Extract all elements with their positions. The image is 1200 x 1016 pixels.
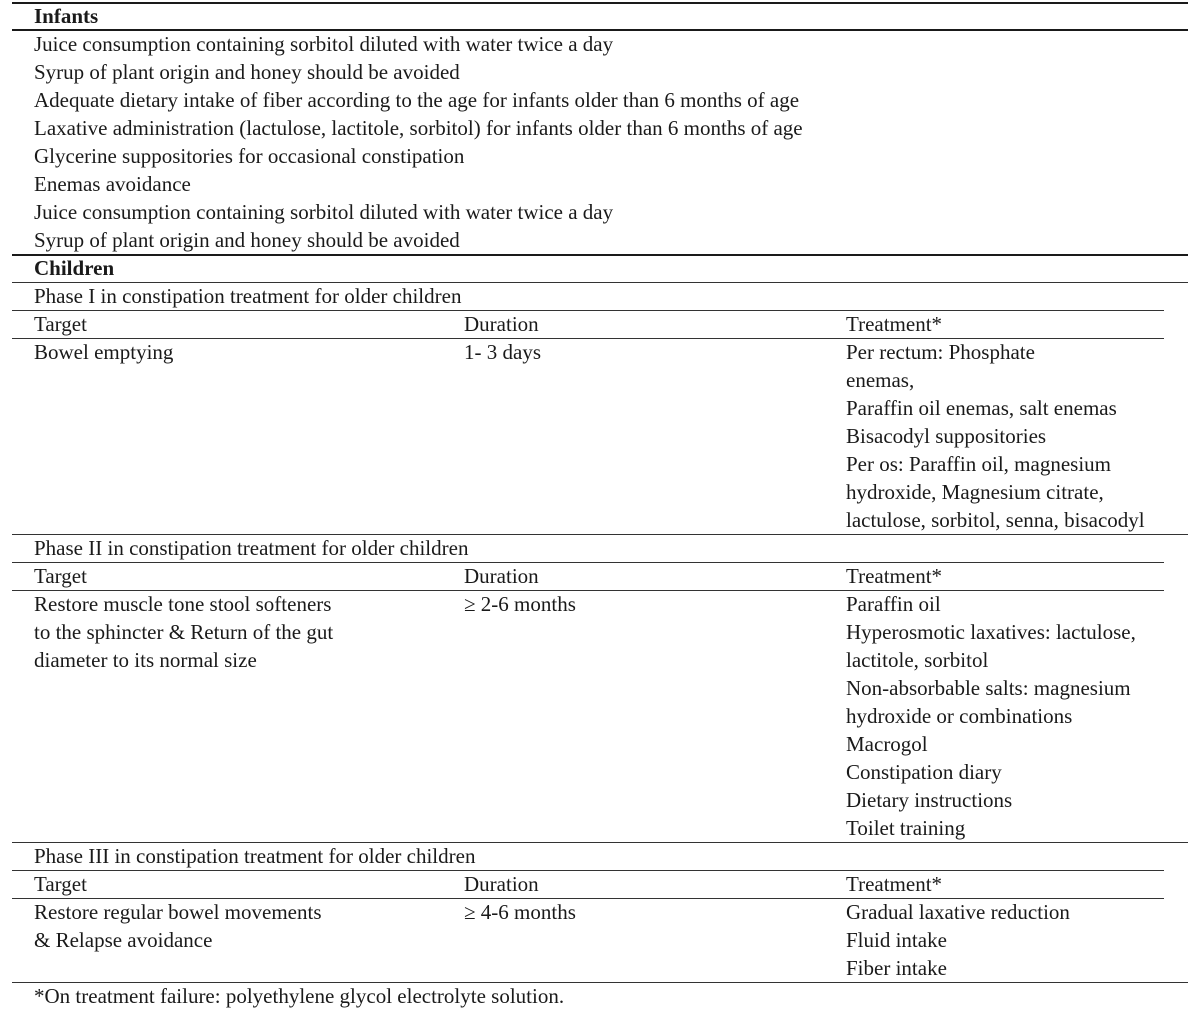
phase2-title: Phase II in constipation treatment for older children xyxy=(34,536,469,560)
phase2-target: diameter to its normal size xyxy=(34,648,257,672)
phase2-treatment: Macrogol xyxy=(846,732,928,756)
infants-item: Enemas avoidance xyxy=(34,172,191,196)
infants-item: Syrup of plant origin and honey should be avoided xyxy=(34,60,460,84)
phase2-treatment: lactitole, sorbitol xyxy=(846,648,989,672)
infants-item: Glycerine suppositories for occasional constipation xyxy=(34,144,465,168)
phase3-target: & Relapse avoidance xyxy=(34,928,213,952)
phase2-title-rule xyxy=(12,562,1164,563)
phase1-duration: 1- 3 days xyxy=(464,340,541,364)
phase1-treatment: lactulose, sorbitol, senna, bisacodyl xyxy=(846,508,1145,532)
phase2-col-treatment: Treatment* xyxy=(846,564,943,588)
phase3-treatment: Fiber intake xyxy=(846,956,947,980)
phase2-treatment: Paraffin oil xyxy=(846,592,941,616)
phase1-target: Bowel emptying xyxy=(34,340,174,364)
phase3-title: Phase III in constipation treatment for older children xyxy=(34,844,476,868)
phase1-title: Phase I in constipation treatment for older children xyxy=(34,284,462,308)
phase3-target: Restore regular bowel movements xyxy=(34,900,322,924)
phase2-col-duration: Duration xyxy=(464,564,539,588)
phase1-treatment: hydroxide, Magnesium citrate, xyxy=(846,480,1104,504)
phase2-treatment: Hyperosmotic laxatives: lactulose, xyxy=(846,620,1136,644)
phase1-treatment: Per rectum: Phosphate xyxy=(846,340,1035,364)
phase3-title-rule xyxy=(12,870,1164,871)
infants-item: Juice consumption containing sorbitol diluted with water twice a day xyxy=(34,32,614,56)
phase2-duration: ≥ 2-6 months xyxy=(464,592,576,616)
phase1-treatment: enemas, xyxy=(846,368,915,392)
phase1-treatment: Paraffin oil enemas, salt enemas xyxy=(846,396,1117,420)
children-header: Children xyxy=(34,256,115,280)
phase1-treatment: Per os: Paraffin oil, magnesium xyxy=(846,452,1111,476)
infants-header: Infants xyxy=(34,4,99,28)
phase2-target: to the sphincter & Return of the gut xyxy=(34,620,334,644)
phase3-col-treatment: Treatment* xyxy=(846,872,943,896)
phase1-col-treatment: Treatment* xyxy=(846,312,943,336)
phase2-treatment: Dietary instructions xyxy=(846,788,1013,812)
top-rule xyxy=(12,2,1188,4)
phase2-treatment: Toilet training xyxy=(846,816,966,840)
phase3-treatment: Gradual laxative reduction xyxy=(846,900,1070,924)
phase1-treatment: Bisacodyl suppositories xyxy=(846,424,1047,448)
footnote: *On treatment failure: polyethylene glycol electrolyte solution. xyxy=(34,984,565,1008)
phase1-col-target: Target xyxy=(34,312,87,336)
phase2-col-target: Target xyxy=(34,564,87,588)
phase3-col-target: Target xyxy=(34,872,87,896)
infants-item: Juice consumption containing sorbitol diluted with water twice a day xyxy=(34,200,614,224)
phase3-treatment: Fluid intake xyxy=(846,928,947,952)
phase1-title-rule xyxy=(12,310,1164,311)
phase2-target: Restore muscle tone stool softeners xyxy=(34,592,332,616)
phase2-treatment: hydroxide or combinations xyxy=(846,704,1073,728)
phase3-col-duration: Duration xyxy=(464,872,539,896)
phase3-duration: ≥ 4-6 months xyxy=(464,900,576,924)
phase2-treatment: Non-absorbable salts: magnesium xyxy=(846,676,1131,700)
phase2-treatment: Constipation diary xyxy=(846,760,1002,784)
infants-item: Laxative administration (lactulose, lactitole, sorbitol) for infants older than 6 months of age xyxy=(34,116,803,140)
infants-item: Adequate dietary intake of fiber according to the age for infants older than 6 months of age xyxy=(34,88,800,112)
infants-item: Syrup of plant origin and honey should be avoided xyxy=(34,228,460,252)
children-top-rule xyxy=(12,254,1188,256)
phase1-col-duration: Duration xyxy=(464,312,539,336)
